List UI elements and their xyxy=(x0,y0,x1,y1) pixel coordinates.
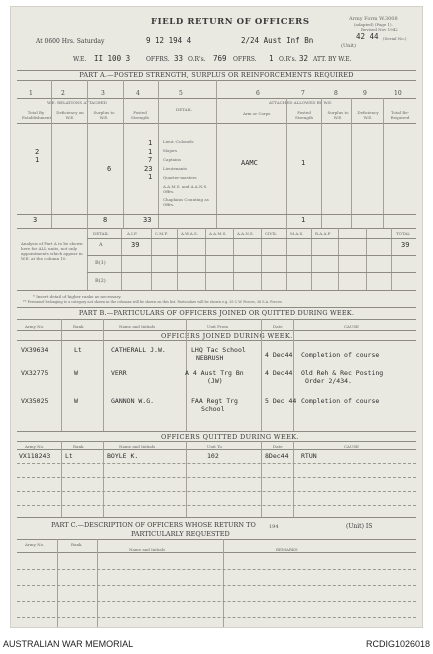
cell-value: 1 xyxy=(35,156,40,164)
joined-name: VERR xyxy=(111,369,127,377)
analysis-header: R.A.A.F. xyxy=(315,231,332,236)
joined-unit: LHQ Tac School xyxy=(191,346,246,354)
cell-value: 1 xyxy=(148,173,153,181)
detail-row: Lieut.-Colonels xyxy=(163,139,194,144)
joined-rank: Lt xyxy=(74,346,82,354)
ors2-label: O.R's. xyxy=(279,56,297,63)
cell-value: 7 xyxy=(148,156,153,164)
joined-cause: Completion of course xyxy=(301,351,380,359)
joined-name: GANNON W.G. xyxy=(111,397,155,405)
serial-value: 42 44 xyxy=(356,32,379,41)
joined-unit-line2: NEBRUSH xyxy=(196,354,224,362)
ors-value: 33 xyxy=(174,54,184,63)
part-c-col-header: Rank xyxy=(71,542,82,547)
col-number: 3 xyxy=(101,90,105,97)
analysis-header: A.A.N.S. xyxy=(237,231,254,236)
adapted-label: (adapted) (Page 1). xyxy=(354,22,393,27)
col-number: 7 xyxy=(301,90,305,97)
joined-name: CATHERALL J.W. xyxy=(111,346,166,354)
quitted-name: BOYLE K. xyxy=(107,452,139,460)
we-label: W.E. xyxy=(73,56,87,63)
analysis-header: A.I.F. xyxy=(127,231,138,236)
part-b-col-header: Rank xyxy=(73,324,84,329)
quitted-unit: 102 xyxy=(207,452,219,460)
form-title: FIELD RETURN OF OFFICERS xyxy=(151,17,310,27)
revised-label: Revised Nov 1942 xyxy=(361,27,398,32)
total-value: 3 xyxy=(33,216,38,224)
joined-unit-line2: (JW) xyxy=(207,377,223,385)
col-number: 8 xyxy=(334,90,338,97)
col-header: Total By Establishment xyxy=(22,110,52,120)
col-header: Total Re-Required xyxy=(390,110,410,120)
part-b-col-header: Unit From xyxy=(207,324,228,329)
col-header: Surplus to W.E. xyxy=(327,110,349,120)
analysis-header: M.A.S. xyxy=(290,231,304,236)
cell-value: 23 xyxy=(144,165,153,173)
quitted-title: OFFICERS QUITTED DURING WEEK. xyxy=(161,433,300,441)
att-value: 32 xyxy=(299,54,309,63)
analysis-total-value: 39 xyxy=(401,241,410,249)
part-b-col-header: Army No. xyxy=(25,324,45,329)
cell-value: 2 xyxy=(35,148,40,156)
detail-row: Captains xyxy=(163,157,181,162)
part-c-col-header: REMARKS xyxy=(276,547,298,552)
joined-cause: Completion of course xyxy=(301,397,380,405)
col-header: Surplus to W.E. xyxy=(93,110,115,120)
col-number: 5 xyxy=(179,90,183,97)
offrs-label: OFFRS. xyxy=(146,56,170,63)
quitted-army-no: VX118243 xyxy=(19,452,51,460)
document-page xyxy=(10,6,423,628)
quitted-cause: RTUN xyxy=(301,452,317,460)
analysis-note: Analysis of Part A to be shown here for ALL units, not only appointments which appear in W.E. at the column 10. xyxy=(21,241,83,261)
part-c-col-header: Name and Initials xyxy=(129,547,166,552)
part-c-col-header: Army No. xyxy=(25,542,45,547)
col-header: Deficiency on W.E. xyxy=(56,110,84,120)
army-form-label: Army Form W.3008 xyxy=(349,16,398,22)
col-number: 9 xyxy=(363,90,367,97)
col-number: 4 xyxy=(136,90,140,97)
detail-row: Quarter-masters xyxy=(163,175,197,180)
part-c-year: 194 xyxy=(269,524,279,530)
col-header: Arm or Corps xyxy=(243,111,271,116)
analysis-header: CIVIL xyxy=(265,231,277,236)
cell-value: 1 xyxy=(148,148,153,156)
attached-label: ATTACHED ALLOWED BY W.E. xyxy=(269,100,333,105)
offrs2-label: OFFRS. xyxy=(233,56,257,63)
unit-label: (Unit) xyxy=(341,43,356,49)
detail-row: A.A.M.S. and A.A.N.S. Offrs. xyxy=(163,184,208,194)
part-a-title: PART A.—POSTED STRENGTH, SURPLUS OR REINFORCEMENTS REQUIRED xyxy=(79,71,354,79)
analysis-header: TOTAL xyxy=(396,231,410,236)
quitted-col-header: Army No. xyxy=(25,444,45,449)
arm-corps-value: AAMC xyxy=(241,159,258,167)
quitted-rank: Lt xyxy=(65,452,73,460)
col-header: Deficiency W.E. xyxy=(357,110,379,120)
col-number: 2 xyxy=(61,90,65,97)
archive-footer xyxy=(0,636,433,654)
col-number: 1 xyxy=(29,90,33,97)
analysis-header: A.W.A.S. xyxy=(181,231,198,236)
offrs2-value: 769 xyxy=(213,54,227,63)
part-b-title: PART B.—PARTICULARS OF OFFICERS JOINED OR QUITTED DURING WEEK. xyxy=(78,309,355,317)
joined-cause-line2: Order 2/434. xyxy=(305,377,352,385)
col-number: 6 xyxy=(256,90,260,97)
part-c-title: PART C.—DESCRIPTION OF OFFICERS WHOSE RETURN TO xyxy=(51,521,256,529)
analysis-row-label: A xyxy=(99,242,103,248)
part-c-title-line2: PARTICULARLY REQUESTED xyxy=(131,530,230,538)
col-header: Posted Strength xyxy=(295,110,313,120)
detail-row: Lieutenants xyxy=(163,166,188,171)
cell-value: 6 xyxy=(107,165,112,173)
col-number: 10 xyxy=(394,90,402,97)
joined-army-no: VX39634 xyxy=(21,346,49,354)
cell-value: 1 xyxy=(301,159,306,167)
joined-rank: W xyxy=(74,397,78,405)
joined-date: 4 Dec44 xyxy=(265,369,293,377)
note-one: * Insert detail of higher ranks as necessary. xyxy=(33,294,122,299)
part-b-col-header: Date xyxy=(273,324,283,329)
part-b-col-header: Name and Initials xyxy=(119,324,156,329)
joined-army-no: VX35025 xyxy=(21,397,49,405)
quitted-col-header: Date xyxy=(273,444,283,449)
archive-name: AUSTRALIAN WAR MEMORIAL xyxy=(3,639,134,649)
note-two: ** Personnel belonging to a category not shown in the columns will be shown on this list. Particulars will be shown e.g. 35 C.W. Forces, 36 S.A. Forces. xyxy=(23,300,283,304)
serial-label: (Serial No.) xyxy=(383,36,407,41)
analysis-header: C.M.F. xyxy=(155,231,168,236)
analysis-header: DETAIL xyxy=(93,231,109,236)
joined-unit: FAA Regt Trg xyxy=(191,397,238,405)
analysis-aif-value: 39 xyxy=(131,241,140,249)
at-date-value: 9 12 194 4 xyxy=(146,36,192,45)
analysis-header: A.A.M.S. xyxy=(209,231,227,236)
detail-row: Majors xyxy=(163,148,178,153)
ors2-value: 1 xyxy=(269,54,274,63)
joined-rank: W xyxy=(74,369,78,377)
part-c-unit-label: (Unit) IS xyxy=(346,523,373,530)
quitted-col-header: CAUSE xyxy=(344,444,359,449)
analysis-row-label: B(1) xyxy=(95,260,106,266)
quitted-date: 8Dec44 xyxy=(265,452,289,460)
cell-value: 1 xyxy=(148,139,153,147)
detail-row: Chaplains Counting as Offrs. xyxy=(163,197,209,207)
analysis-row-label: B(2) xyxy=(95,278,106,284)
quitted-col-header: Name and Initials xyxy=(119,444,156,449)
quitted-col-header: Rank xyxy=(73,444,84,449)
total-value: 1 xyxy=(301,216,306,224)
col-header: Posted Strength xyxy=(131,110,149,120)
part-b-col-header: CAUSE xyxy=(344,324,359,329)
col-header: DETAIL xyxy=(176,107,192,112)
archive-reference: RCDIG1026018 xyxy=(365,639,430,649)
joined-date: 4 Dec44 xyxy=(265,351,293,359)
at-time-label: At 0600 Hrs. Saturday xyxy=(36,38,105,45)
we-relations-label: W.E. RELATIONS ATTACHED xyxy=(47,100,107,105)
joined-cause: Old Reh & Rec Posting xyxy=(301,369,384,377)
att-label: ATT. BY W.E. xyxy=(313,56,352,63)
joined-unit-line2: School xyxy=(201,405,225,413)
total-value: 8 xyxy=(103,216,108,224)
joined-unit: A 4 Aust Trg Bn xyxy=(185,369,244,377)
joined-title: OFFICERS JOINED DURING WEEK. xyxy=(161,332,293,340)
quitted-col-header: Unit To xyxy=(207,444,222,449)
unit-value: 2/24 Aust Inf Bn xyxy=(241,36,314,45)
joined-date: 5 Dec 44 xyxy=(265,397,297,405)
we-value: II 100 3 xyxy=(94,54,131,63)
ors-label: O.R's. xyxy=(188,56,206,63)
total-value: 33 xyxy=(143,216,152,224)
joined-army-no: VX32775 xyxy=(21,369,49,377)
